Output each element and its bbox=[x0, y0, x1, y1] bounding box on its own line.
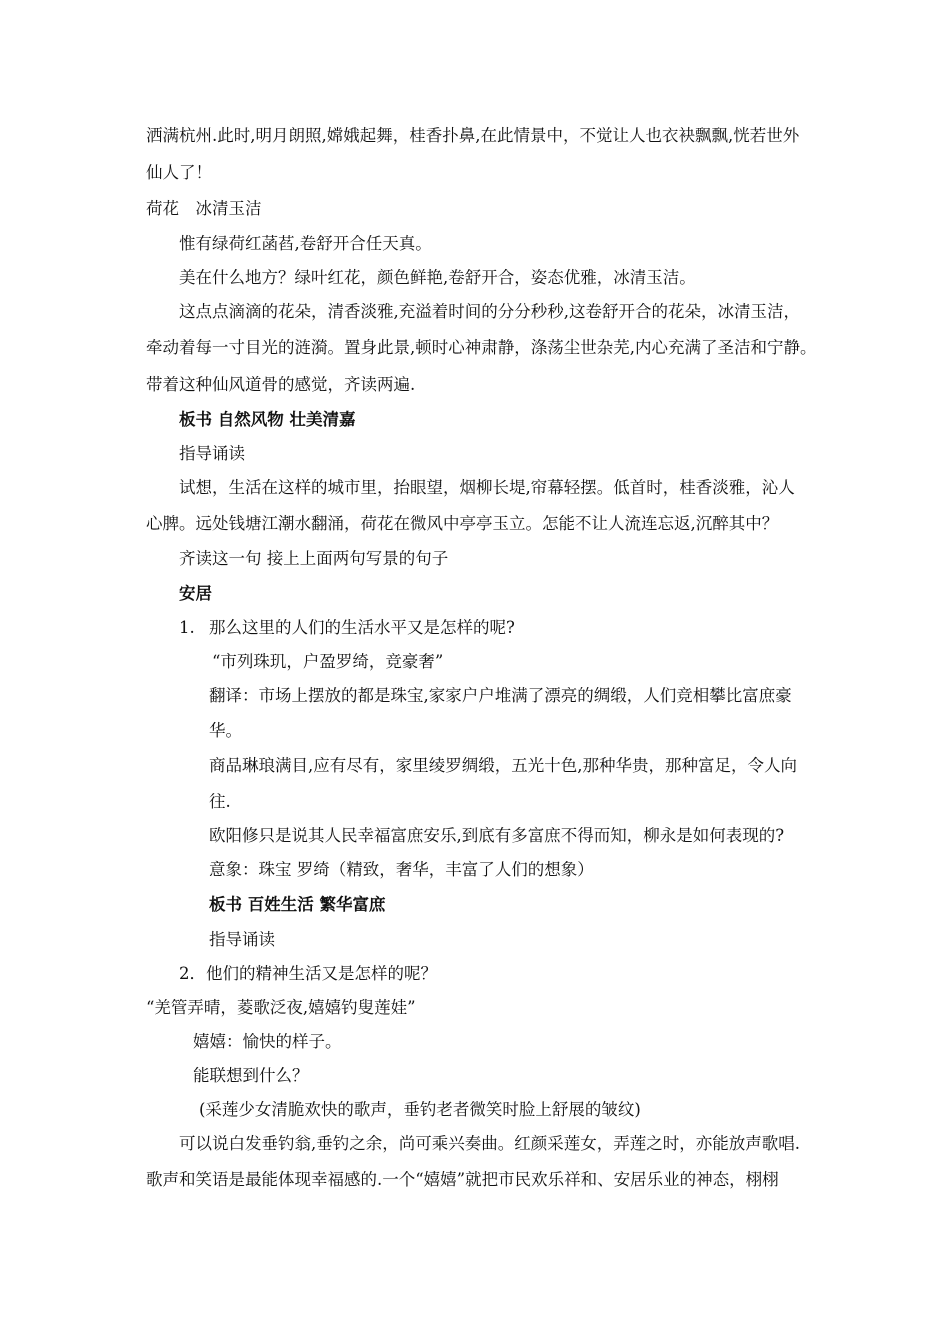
paragraph-line: 美在什么地方？绿叶红花，颜色鲜艳,卷舒开合，姿态优雅，冰清玉洁。 bbox=[179, 268, 696, 287]
paragraph-line: 带着这种仙风道骨的感觉，齐读两遍. bbox=[146, 375, 416, 394]
poem-quote-line: “市列珠玑，户盈罗绮，竞豪奢” bbox=[212, 652, 444, 671]
paragraph-line: 牵动着每一寸目光的涟漪。置身此景,顿时心神肃静，涤荡尘世杂芜,内心充满了圣洁和宁静。 bbox=[146, 338, 817, 357]
paragraph-line: 试想，生活在这样的城市里，抬眼望，烟柳长堤,帘幕轻摆。低首时，桂香淡雅，沁人 bbox=[179, 478, 795, 497]
paragraph-line: 翻译：市场上摆放的都是珠宝,家家户户堆满了漂亮的绸缎，人们竞相攀比富庶豪 bbox=[209, 686, 792, 705]
paragraph-line: 商品琳琅满目,应有尽有，家里绫罗绸缎，五光十色,那种华贵，那种富足，令人向 bbox=[209, 756, 797, 775]
question-line: 2．他们的精神生活又是怎样的呢？ bbox=[179, 964, 437, 983]
section-heading-anju: 安居 bbox=[179, 584, 212, 603]
paragraph-line: 华。 bbox=[209, 721, 242, 740]
paragraph-line: 歌声和笑语是最能体现幸福感的.一个“嬉嬉”就把市民欢乐祥和、安居乐业的神态，栩栩 bbox=[146, 1170, 779, 1189]
paragraph-line: 欧阳修只是说其人民幸福富庶安乐,到底有多富庶不得而知，柳永是如何表现的? bbox=[209, 826, 785, 845]
paragraph-line: (采莲少女清脆欢快的歌声，垂钓老者微笑时脸上舒展的皱纹) bbox=[199, 1100, 641, 1119]
poem-quote-line: 惟有绿荷红菡萏,卷舒开合任天真。 bbox=[179, 234, 432, 253]
blackboard-note: 板书 自然风物 壮美清嘉 bbox=[179, 410, 356, 429]
paragraph-line: 洒满杭州.此时,明月朗照,嫦娥起舞，桂香扑鼻,在此情景中，不觉让人也衣袂飘飘,恍若世外 bbox=[146, 126, 800, 145]
question-line: 能联想到什么？ bbox=[193, 1066, 309, 1085]
blackboard-note: 板书 百姓生活 繁华富庶 bbox=[209, 895, 386, 914]
instruction-line: 指导诵读 bbox=[179, 444, 245, 463]
instruction-line: 指导诵读 bbox=[209, 930, 275, 949]
question-line: 那么这里的人们的生活水平又是怎样的呢? bbox=[209, 618, 515, 637]
poem-quote-line: “羌管弄晴，菱歌泛夜,嬉嬉钓叟莲娃” bbox=[146, 998, 416, 1017]
paragraph-line: 嬉嬉：愉快的样子。 bbox=[193, 1032, 342, 1051]
instruction-line: 齐读这一句 接上上面两句写景的句子 bbox=[179, 549, 449, 568]
paragraph-line: 意象：珠宝 罗绮（精致，奢华，丰富了人们的想象） bbox=[209, 860, 594, 879]
list-number: 1. bbox=[179, 618, 195, 637]
section-heading-lotus: 荷花 冰清玉洁 bbox=[146, 199, 262, 218]
paragraph-line: 心脾。远处钱塘江潮水翻涌，荷花在微风中亭亭玉立。怎能不让人流连忘返,沉醉其中？ bbox=[146, 514, 779, 533]
paragraph-line: 往. bbox=[209, 792, 231, 811]
paragraph-line: 仙人了！ bbox=[146, 163, 212, 182]
paragraph-line: 可以说白发垂钓翁,垂钓之余，尚可乘兴奏曲。红颜采莲女，弄莲之时，亦能放声歌唱. bbox=[179, 1134, 800, 1153]
paragraph-line: 这点点滴滴的花朵，清香淡雅,充溢着时间的分分秒秒,这卷舒开合的花朵，冰清玉洁， bbox=[179, 302, 800, 321]
